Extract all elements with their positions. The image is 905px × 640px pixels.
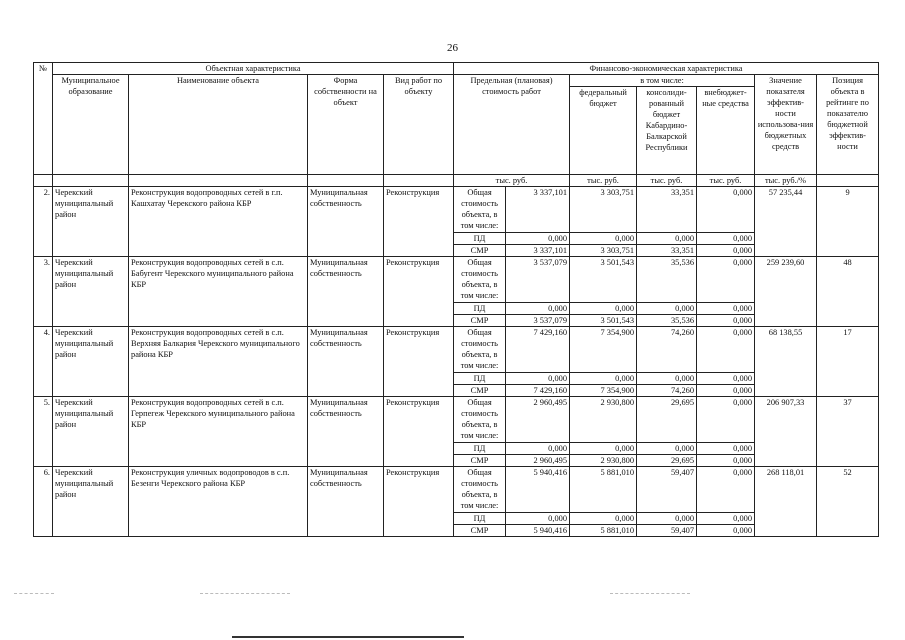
pd-value: 0,000 — [506, 513, 570, 525]
object-name-cell: Реконструкция уличных водопроводов в с.п. Безенги Черекского района КБР — [129, 467, 308, 537]
pd-value: 0,000 — [570, 373, 637, 385]
efficiency-value: 68 138,55 — [755, 327, 817, 397]
smr-value: 0,000 — [697, 455, 755, 467]
pd-value: 0,000 — [697, 373, 755, 385]
total-cost-label: Общая стоимость объекта, в том числе: — [454, 187, 506, 233]
page-number: 26 — [447, 42, 458, 54]
investment-table — [33, 62, 879, 537]
table-row — [34, 257, 879, 303]
smr-label: СМР — [454, 525, 506, 537]
ownership-cell: Муниципальная собственность — [308, 397, 384, 467]
header-municipality: Муниципальное образование — [53, 75, 129, 175]
consolidated-value: 35,536 — [637, 257, 697, 303]
row-number: 2. — [34, 187, 53, 257]
object-name-cell: Реконструкция водопроводных сетей в с.п. Герпегеж Черекского муниципального района КБР — [129, 397, 308, 467]
header-including: в том числе: — [570, 75, 755, 87]
smr-value: 33,351 — [637, 245, 697, 257]
pd-value: 0,000 — [697, 303, 755, 315]
extrabudget-value: 0,000 — [697, 327, 755, 373]
total-cost-label: Общая стоимость объекта, в том числе: — [454, 467, 506, 513]
municipality-cell: Черекский муниципальный район — [53, 327, 129, 397]
municipality-cell: Черекский муниципальный район — [53, 187, 129, 257]
smr-value: 0,000 — [697, 245, 755, 257]
header-consolidated: консолиди-рованный бюджет Кабардино-Балкарской Республики — [637, 87, 697, 175]
header-no: № — [34, 63, 53, 175]
ownership-cell: Муниципальная собственность — [308, 327, 384, 397]
efficiency-value: 206 907,33 — [755, 397, 817, 467]
pd-value: 0,000 — [637, 303, 697, 315]
header-federal: федеральный бюджет — [570, 87, 637, 175]
extrabudget-value: 0,000 — [697, 397, 755, 443]
smr-value: 5 881,010 — [570, 525, 637, 537]
pd-value: 0,000 — [697, 443, 755, 455]
pd-value: 0,000 — [637, 443, 697, 455]
federal-value: 3 303,751 — [570, 187, 637, 233]
smr-value: 59,407 — [637, 525, 697, 537]
object-name-cell: Реконструкция водопроводных сетей в с.п. Бабугент Черекского муниципального района КБР — [129, 257, 308, 327]
smr-value: 7 429,160 — [506, 385, 570, 397]
header-total-cost: Предельная (плановая) стоимость работ — [454, 75, 570, 175]
total-cost-label: Общая стоимость объекта, в том числе: — [454, 327, 506, 373]
header-efficiency: Значение показателя эффектив-ности использова-ния бюджетных средств — [755, 75, 817, 175]
work-type-cell: Реконструкция — [384, 397, 454, 467]
pd-label: ПД — [454, 443, 506, 455]
total-value: 2 960,495 — [506, 397, 570, 443]
ownership-cell: Муниципальная собственность — [308, 467, 384, 537]
federal-value: 2 930,800 — [570, 397, 637, 443]
header-position: Позиция объекта в рейтинге по показателю бюджетной эффектив-ности — [817, 75, 879, 175]
header-object-group: Объектная характеристика — [53, 63, 454, 75]
municipality-cell: Черекский муниципальный район — [53, 397, 129, 467]
smr-label: СМР — [454, 315, 506, 327]
pd-label: ПД — [454, 303, 506, 315]
smr-value: 29,695 — [637, 455, 697, 467]
rating-position: 37 — [817, 397, 879, 467]
object-name-cell: Реконструкция водопроводных сетей в г.п. Кашхатау Черекского района КБР — [129, 187, 308, 257]
table-row — [34, 187, 879, 233]
unit-consolidated: тыс. руб. — [637, 175, 697, 187]
unit-extra: тыс. руб. — [697, 175, 755, 187]
pd-value: 0,000 — [506, 303, 570, 315]
federal-value: 3 501,543 — [570, 257, 637, 303]
work-type-cell: Реконструкция — [384, 327, 454, 397]
smr-value: 0,000 — [697, 315, 755, 327]
pd-value: 0,000 — [697, 233, 755, 245]
unit-total: тыс. руб. — [454, 175, 570, 187]
consolidated-value: 29,695 — [637, 397, 697, 443]
total-value: 5 940,416 — [506, 467, 570, 513]
consolidated-value: 59,407 — [637, 467, 697, 513]
pd-label: ПД — [454, 233, 506, 245]
smr-value: 3 303,751 — [570, 245, 637, 257]
header-finance-group: Финансово-экономическая характеристика — [454, 63, 879, 75]
total-cost-label: Общая стоимость объекта, в том числе: — [454, 257, 506, 303]
pd-value: 0,000 — [697, 513, 755, 525]
municipality-cell: Черекский муниципальный район — [53, 257, 129, 327]
work-type-cell: Реконструкция — [384, 187, 454, 257]
row-number: 5. — [34, 397, 53, 467]
pd-value: 0,000 — [637, 233, 697, 245]
extrabudget-value: 0,000 — [697, 257, 755, 303]
pd-value: 0,000 — [570, 303, 637, 315]
smr-value: 3 537,079 — [506, 315, 570, 327]
total-cost-label: Общая стоимость объекта, в том числе: — [454, 397, 506, 443]
table-row — [34, 467, 879, 513]
smr-value: 0,000 — [697, 385, 755, 397]
row-number: 4. — [34, 327, 53, 397]
pd-label: ПД — [454, 373, 506, 385]
extrabudget-value: 0,000 — [697, 187, 755, 233]
smr-value: 2 930,800 — [570, 455, 637, 467]
signature-line — [232, 636, 464, 638]
pd-value: 0,000 — [637, 513, 697, 525]
rating-position: 52 — [817, 467, 879, 537]
extrabudget-value: 0,000 — [697, 467, 755, 513]
smr-value: 5 940,416 — [506, 525, 570, 537]
rating-position: 48 — [817, 257, 879, 327]
header-object-name: Наименование объекта — [129, 75, 308, 175]
work-type-cell: Реконструкция — [384, 257, 454, 327]
federal-value: 5 881,010 — [570, 467, 637, 513]
consolidated-value: 74,260 — [637, 327, 697, 373]
smr-value: 0,000 — [697, 525, 755, 537]
unit-efficiency: тыс. руб./% — [755, 175, 817, 187]
total-value: 3 337,101 — [506, 187, 570, 233]
smr-value: 2 960,495 — [506, 455, 570, 467]
smr-value: 3 501,543 — [570, 315, 637, 327]
ownership-cell: Муниципальная собственность — [308, 187, 384, 257]
rating-position: 9 — [817, 187, 879, 257]
pd-label: ПД — [454, 513, 506, 525]
work-type-cell: Реконструкция — [384, 467, 454, 537]
smr-value: 74,260 — [637, 385, 697, 397]
efficiency-value: 268 118,01 — [755, 467, 817, 537]
efficiency-value: 259 239,60 — [755, 257, 817, 327]
federal-value: 7 354,900 — [570, 327, 637, 373]
smr-label: СМР — [454, 385, 506, 397]
total-value: 7 429,160 — [506, 327, 570, 373]
table-row — [34, 397, 879, 443]
pd-value: 0,000 — [506, 233, 570, 245]
pd-value: 0,000 — [637, 373, 697, 385]
pd-value: 0,000 — [506, 443, 570, 455]
ownership-cell: Муниципальная собственность — [308, 257, 384, 327]
total-value: 3 537,079 — [506, 257, 570, 303]
smr-label: СМР — [454, 245, 506, 257]
unit-federal: тыс. руб. — [570, 175, 637, 187]
pd-value: 0,000 — [570, 233, 637, 245]
pd-value: 0,000 — [570, 443, 637, 455]
row-number: 6. — [34, 467, 53, 537]
header-work-type: Вид работ по объекту — [384, 75, 454, 175]
pd-value: 0,000 — [570, 513, 637, 525]
smr-value: 3 337,101 — [506, 245, 570, 257]
scan-artifact — [14, 593, 54, 594]
object-name-cell: Реконструкция водопроводных сетей в с.п. Верхняя Балкария Черекского муниципального района КБР — [129, 327, 308, 397]
header-extrabudget: внебюджет-ные средства — [697, 87, 755, 175]
smr-value: 7 354,900 — [570, 385, 637, 397]
rating-position: 17 — [817, 327, 879, 397]
header-ownership: Форма собственности на объект — [308, 75, 384, 175]
pd-value: 0,000 — [506, 373, 570, 385]
smr-value: 35,536 — [637, 315, 697, 327]
scan-artifact — [200, 593, 290, 594]
scan-artifact — [610, 593, 690, 594]
municipality-cell: Черекский муниципальный район — [53, 467, 129, 537]
table-row — [34, 327, 879, 373]
efficiency-value: 57 235,44 — [755, 187, 817, 257]
smr-label: СМР — [454, 455, 506, 467]
row-number: 3. — [34, 257, 53, 327]
consolidated-value: 33,351 — [637, 187, 697, 233]
